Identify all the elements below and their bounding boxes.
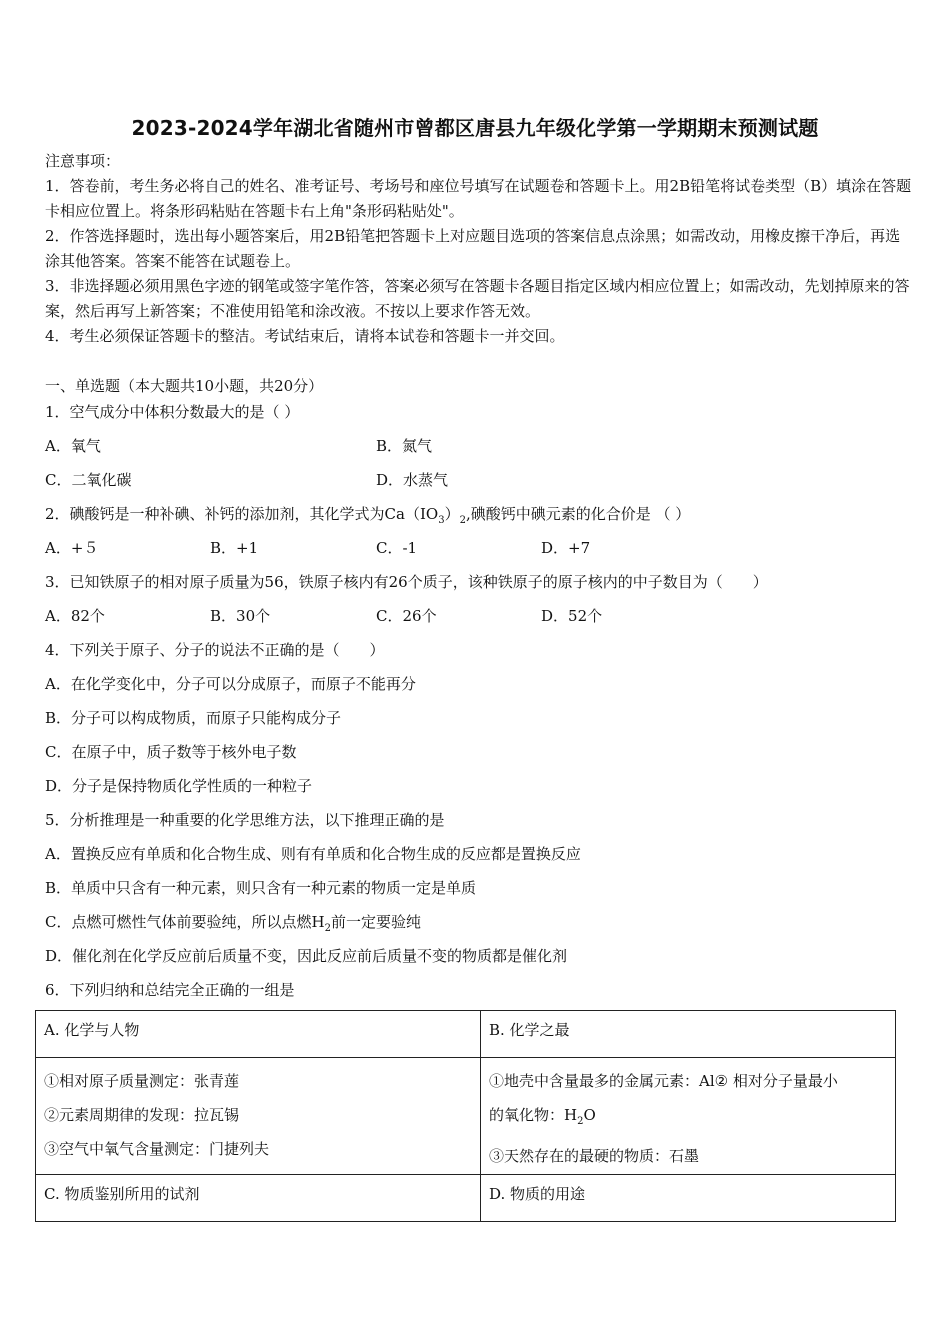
question-3-option-c: C．26个 — [376, 607, 437, 625]
option-b-item: ①地壳中含量最多的金属元素：Al② 相对分子量最小 — [489, 1072, 838, 1090]
question-2-option-b: B．+1 — [210, 539, 259, 557]
question-2-option-c: C．-1 — [376, 539, 418, 557]
question-4-stem: 4．下列关于原子、分子的说法不正确的是（ ） — [45, 641, 385, 659]
question-3-option-a: A．82个 — [45, 607, 105, 625]
option-b-item: ③天然存在的最硬的物质：石墨 — [489, 1147, 700, 1165]
question-6-table — [35, 1010, 896, 1222]
question-1-option-c: C．二氧化碳 — [45, 471, 132, 489]
option-a-item: ③空气中氧气含量测定：门捷列夫 — [44, 1140, 270, 1158]
question-4-option-d: D．分子是保持物质化学性质的一种粒子 — [45, 777, 313, 795]
section-heading: 一、单选题（本大题共10小题，共20分） — [45, 377, 324, 395]
question-2-option-a: A．+５ — [45, 539, 99, 557]
option-a-item: ①相对原子质量测定：张青莲 — [44, 1072, 240, 1090]
question-5-option-d: D．催化剂在化学反应前后质量不变，因此反应前后质量不变的物质都是催化剂 — [45, 947, 568, 965]
question-4-option-c: C．在原子中，质子数等于核外电子数 — [45, 743, 297, 761]
option-b-content — [481, 1058, 896, 1175]
question-3-stem: 3．已知铁原子的相对原子质量为56，铁原子核内有26个质子，该种铁原子的原子核内的中子数目为（ ） — [45, 573, 768, 591]
question-3-option-b: B．30个 — [210, 607, 271, 625]
question-4-option-a: A．在化学变化中，分子可以分成原子，而原子不能再分 — [45, 675, 416, 693]
question-3-option-d: D．52个 — [541, 607, 603, 625]
option-a-header: A. 化学与人物 — [36, 1011, 481, 1058]
question-1-option-b: B．氮气 — [376, 437, 433, 455]
question-6-stem: 6．下列归纳和总结完全正确的一组是 — [45, 981, 295, 999]
notice-item-2: 2．作答选择题时，选出每小题答案后，用2B铅笔把答题卡上对应题目选项的答案信息点涂黑；如需改动，用橡皮擦干净后，再选涂其他答案。答案不能答在试题卷上。 — [45, 227, 901, 270]
option-b-item: 的氧化物：$H_2O$ — [489, 1106, 596, 1127]
question-5-option-a: A．置换反应有单质和化合物生成、则有有单质和化合物生成的反应都是置换反应 — [45, 845, 581, 863]
question-5-option-b: B．单质中只含有一种元素，则只含有一种元素的物质一定是单质 — [45, 879, 477, 897]
notice-item-3: 3．非选择题必须用黑色字迹的钢笔或签字笔作答，答案必须写在答题卡各题目指定区域内相应位置上；如需改动，先划掉原来的答案，然后再写上新答案；不准使用铅笔和涂改液。不按以上要求作答无效。 — [45, 277, 910, 320]
option-a-item: ②元素周期律的发现：拉瓦锡 — [44, 1106, 240, 1124]
question-2-stem: 2．碘酸钙是一种补碘、补钙的添加剂，其化学式为$Ca(IO_3)_2$,碘酸钙中碘元素的化合价是 （ ） — [45, 505, 691, 526]
option-c-header: C. 物质鉴别所用的试剂 — [36, 1175, 481, 1222]
page-title: 2023-2024学年湖北省随州市曾都区唐县九年级化学第一学期期末预测试题 — [131, 116, 819, 140]
notice-heading: 注意事项： — [45, 152, 121, 170]
notice-item-4: 4．考生必须保证答题卡的整洁。考试结束后，请将本试卷和答题卡一并交回。 — [45, 327, 565, 345]
question-5-option-c: C．点燃可燃性气体前要验纯，所以点燃$H_2$前一定要验纯 — [45, 913, 421, 934]
option-b-header: B. 化学之最 — [481, 1011, 896, 1058]
question-1-option-a: A．氧气 — [45, 437, 101, 455]
question-1-option-d: D．水蒸气 — [376, 471, 449, 489]
question-4-option-b: B．分子可以构成物质，而原子只能构成分子 — [45, 709, 342, 727]
option-a-content — [36, 1058, 481, 1175]
question-2-option-d: D．+7 — [541, 539, 591, 557]
option-d-header: D. 物质的用途 — [481, 1175, 896, 1222]
question-5-stem: 5．分析推理是一种重要的化学思维方法，以下推理正确的是 — [45, 811, 445, 829]
notice-item-1: 1．答卷前，考生务必将自己的姓名、准考证号、考场号和座位号填写在试题卷和答题卡上。用2B铅笔将试卷类型（B）填涂在答题卡相应位置上。将条形码粘贴在答题卡右上角"条形码粘贴处"。 — [45, 177, 912, 220]
question-1-stem: 1．空气成分中体积分数最大的是（ ） — [45, 403, 300, 421]
